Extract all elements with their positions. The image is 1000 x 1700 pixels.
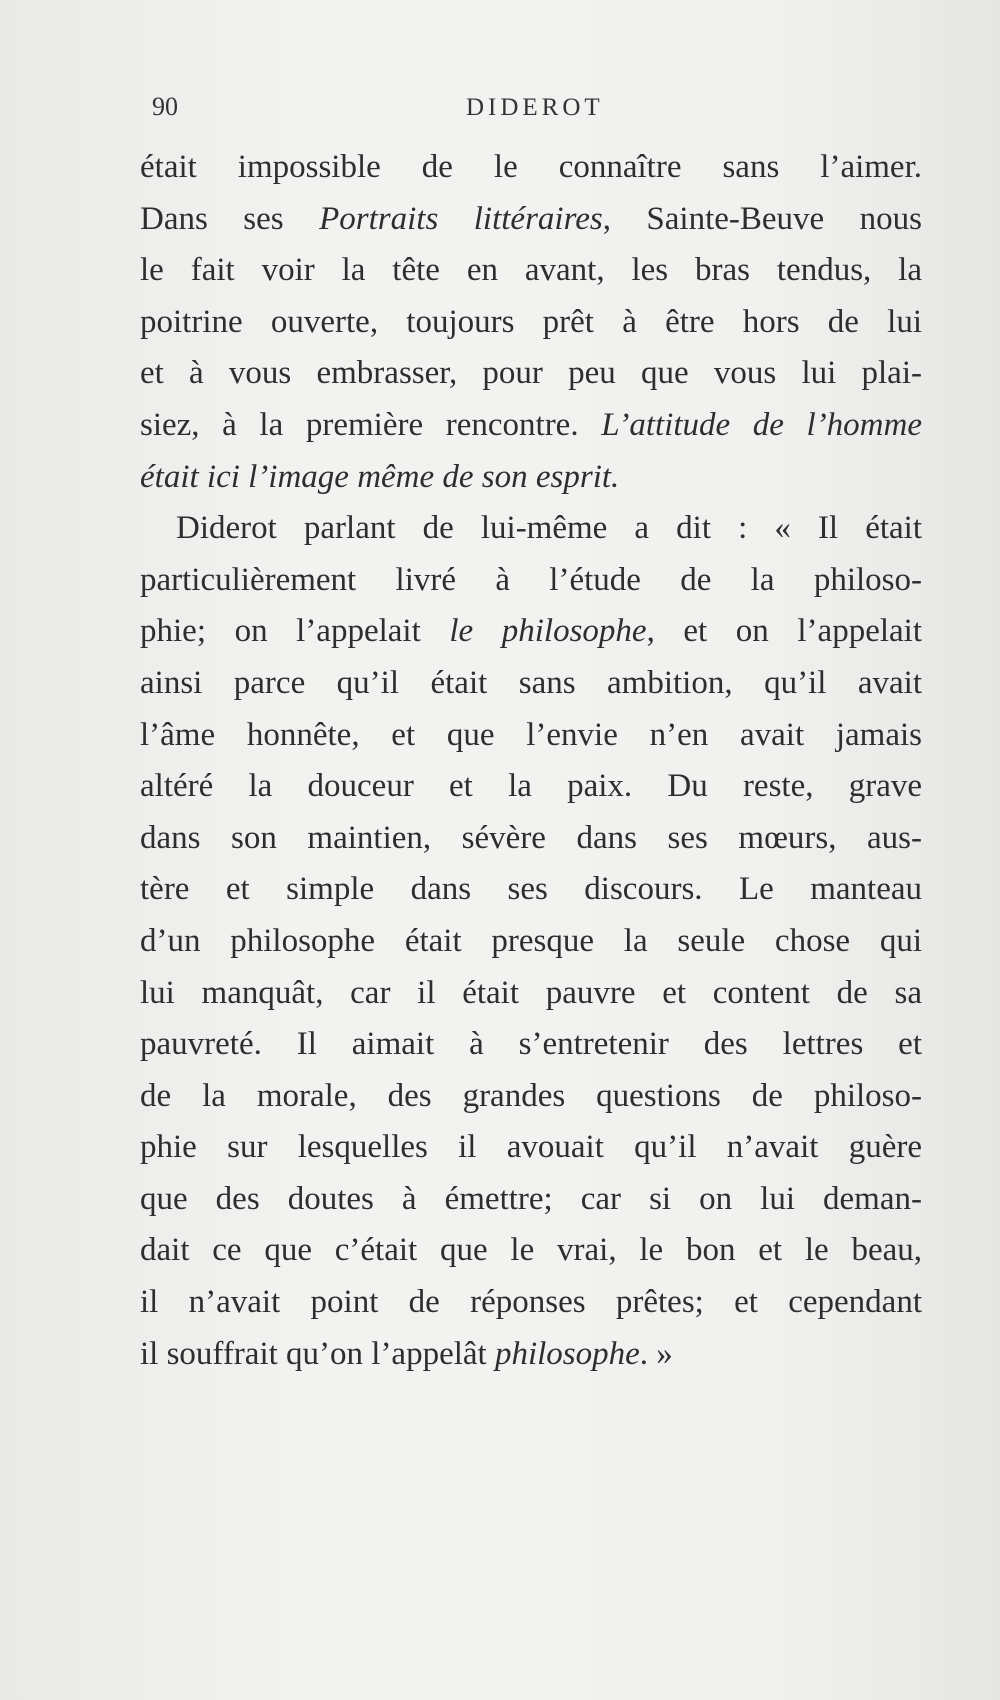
paragraph	[140, 503, 922, 1380]
text-line	[140, 452, 922, 504]
text-run: Diderot parlant de lui-même a dit : « Il était	[176, 510, 922, 547]
text-line	[140, 555, 922, 607]
text-run: il n’avait point de réponses prêtes; et cependant	[140, 1284, 922, 1321]
text-line	[140, 1122, 922, 1174]
text-run: phie sur lesquelles il avouait qu’il n’avait guère	[140, 1129, 922, 1166]
text-run: Dans ses	[140, 200, 320, 237]
text-run: il souffrait qu’on l’appelât	[140, 1335, 495, 1372]
text-run: était impossible de le connaître sans l’aimer.	[140, 149, 922, 185]
paragraph	[140, 142, 922, 503]
text-run: que des doutes à émettre; car si on lui deman-	[140, 1180, 922, 1217]
text-run: siez, à la première rencontre.	[140, 406, 602, 443]
text-run: et à vous embrasser, pour peu que vous lui plai-	[140, 355, 922, 392]
text-run: dait ce que c’était que le vrai, le bon et le beau,	[140, 1232, 922, 1269]
text-line	[140, 1071, 922, 1123]
text-line	[140, 968, 922, 1020]
text-line	[140, 606, 922, 658]
text-run: l’âme honnête, et que l’envie n’en avait jamais	[140, 716, 922, 753]
text-line	[140, 1329, 922, 1381]
text-run: de la morale, des grandes questions de philoso-	[140, 1077, 922, 1114]
text-line	[140, 400, 922, 452]
text-run: dans son maintien, sévère dans ses mœurs, aus-	[140, 819, 922, 856]
page-number: 90	[152, 92, 178, 121]
text-line	[140, 297, 922, 349]
italic-text: était ici l’image même de son esprit.	[140, 458, 620, 495]
text-line	[140, 142, 922, 194]
text-run: altéré la douceur et la paix. Du reste, grave	[140, 768, 922, 805]
text-line	[140, 1225, 922, 1277]
text-run: d’un philosophe était presque la seule chose qui	[140, 922, 922, 959]
body-text	[140, 142, 922, 1380]
italic-text: le philosophe	[449, 613, 647, 650]
text-line	[140, 194, 922, 246]
text-run: , et on l’appelait	[646, 613, 922, 650]
text-run: poitrine ouverte, toujours prêt à être hors de lui	[140, 303, 922, 340]
text-line	[140, 658, 922, 710]
text-line	[140, 1277, 922, 1329]
text-line	[140, 1174, 922, 1226]
text-line	[140, 503, 922, 555]
text-line	[140, 864, 922, 916]
text-run: . »	[639, 1335, 673, 1372]
text-line	[140, 916, 922, 968]
text-run: particulièrement livré à l’étude de la philoso-	[140, 561, 922, 598]
text-run: phie; on l’appelait	[140, 613, 450, 650]
text-line	[140, 348, 922, 400]
text-run: le fait voir la tête en avant, les bras tendus, la	[140, 252, 922, 289]
text-run: tère et simple dans ses discours. Le manteau	[140, 871, 922, 908]
text-run: lui manquât, car il était pauvre et content de sa	[140, 974, 922, 1011]
italic-text: philosophe	[494, 1335, 640, 1372]
text-run: , Sainte-Beuve nous	[602, 200, 923, 237]
text-line	[140, 761, 922, 813]
text-line	[140, 710, 922, 762]
text-run: pauvreté. Il aimait à s’entretenir des lettres et	[140, 1026, 922, 1063]
text-line	[140, 245, 922, 297]
running-head: DIDEROT	[466, 94, 604, 121]
text-line	[140, 1019, 922, 1071]
text-line	[140, 813, 922, 865]
text-run: ainsi parce qu’il était sans ambition, qu’il avait	[140, 664, 922, 701]
page-header	[148, 86, 930, 126]
italic-text: Portraits littéraires	[319, 200, 603, 237]
italic-text: L’attitude de l’homme	[601, 406, 922, 443]
